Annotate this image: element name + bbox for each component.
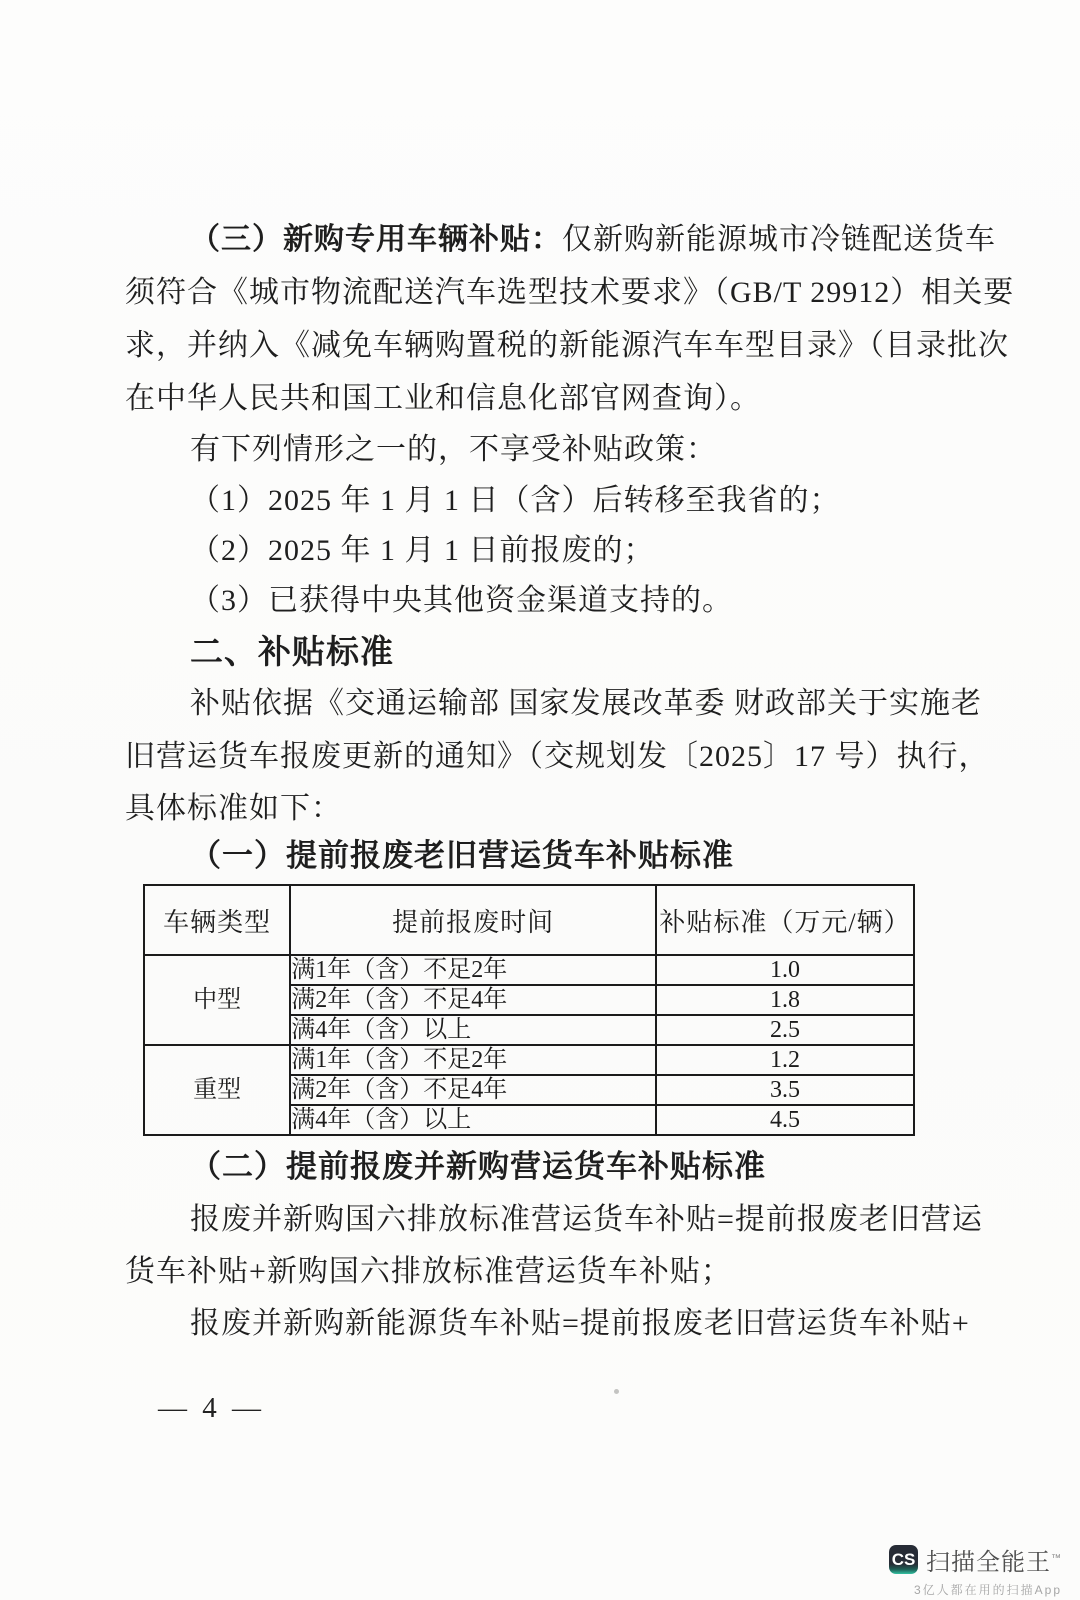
table-row	[144, 1045, 914, 1075]
scrap-time-cell: 满2年（含）不足4年	[290, 1075, 656, 1105]
header-scrap-time: 提前报废时间	[290, 885, 656, 955]
scrap-time-cell: 满2年（含）不足4年	[290, 985, 656, 1015]
scan-speck-artifact	[614, 1389, 619, 1394]
camscanner-watermark	[852, 1542, 1062, 1598]
para-new-vehicle-line2: 须符合《城市物流配送汽车选型技术要求》（GB/T 29912）相关要	[125, 276, 1015, 309]
section2-line1: 补贴依据《交通运输部 国家发展改革委 财政部关于实施老	[190, 687, 982, 720]
subsection1-title: （一）提前报废老旧营运货车补贴标准	[190, 838, 734, 873]
para-new-vehicle-line3: 求，并纳入《减免车辆购置税的新能源汽车车型目录》（目录批次	[125, 329, 1009, 362]
scrap-time-cell: 满4年（含）以上	[290, 1105, 656, 1135]
exclusion-item-3: （3）已获得中央其他资金渠道支持的。	[190, 584, 733, 617]
exclusion-item-1: （1）2025 年 1 月 1 日（含）后转移至我省的；	[190, 484, 841, 517]
header-vehicle-type: 车辆类型	[144, 885, 290, 955]
exclusion-item-2: （2）2025 年 1 月 1 日前报废的；	[190, 534, 655, 567]
subsection2-title: （二）提前报废并新购营运货车补贴标准	[190, 1149, 766, 1184]
table-row	[144, 955, 914, 985]
para-new-vehicle-line4: 在中华人民共和国工业和信息化部官网查询）。	[125, 382, 761, 415]
header-subsidy-standard: 补贴标准（万元/辆）	[656, 885, 914, 955]
para-new-vehicle-line1	[190, 220, 996, 260]
vehicle-type-heavy: 重型	[144, 1045, 290, 1135]
para-new-vehicle-line1-rest: 仅新购新能源城市冷链配送货车	[562, 223, 996, 256]
formula-line2: 货车补贴+新购国六排放标准营运货车补贴；	[125, 1255, 732, 1288]
camscanner-logo-icon: CS	[889, 1545, 918, 1574]
scrap-time-cell: 满1年（含）不足2年	[290, 1045, 656, 1075]
vehicle-type-medium: 中型	[144, 955, 290, 1045]
exclusions-intro: 有下列情形之一的，不享受补贴政策：	[190, 433, 717, 466]
section2-line2: 旧营运货车报废更新的通知》（交规划发〔2025〕17 号）执行，	[125, 740, 990, 773]
scrap-time-cell: 满4年（含）以上	[290, 1015, 656, 1045]
formula-line3: 报废并新购新能源货车补贴=提前报废老旧营运货车补贴+	[190, 1307, 970, 1340]
subsidy-value-cell: 3.5	[656, 1075, 914, 1105]
section2-title: 二、补贴标准	[190, 633, 394, 670]
subsidy-value-cell: 2.5	[656, 1015, 914, 1045]
subsidy-value-cell: 1.2	[656, 1045, 914, 1075]
trademark-mark: ™	[1051, 1553, 1062, 1564]
table-header-row	[144, 885, 914, 955]
camscanner-app-name-text: 扫描全能王	[926, 1549, 1051, 1576]
para-new-vehicle-lead: （三）新购专用车辆补贴：	[190, 223, 562, 256]
subsidy-standard-table	[143, 884, 915, 1136]
page-number: — 4 —	[158, 1392, 265, 1424]
subsidy-value-cell: 1.8	[656, 985, 914, 1015]
formula-line1: 报废并新购国六排放标准营运货车补贴=提前报废老旧营运	[190, 1203, 983, 1236]
scrap-time-cell: 满1年（含）不足2年	[290, 955, 656, 985]
camscanner-app-name	[926, 1542, 1062, 1577]
subsidy-value-cell: 4.5	[656, 1105, 914, 1135]
section2-line3: 具体标准如下：	[125, 792, 342, 825]
camscanner-tagline: 3亿人都在用的扫描App	[913, 1583, 1062, 1597]
subsidy-value-cell: 1.0	[656, 955, 914, 985]
